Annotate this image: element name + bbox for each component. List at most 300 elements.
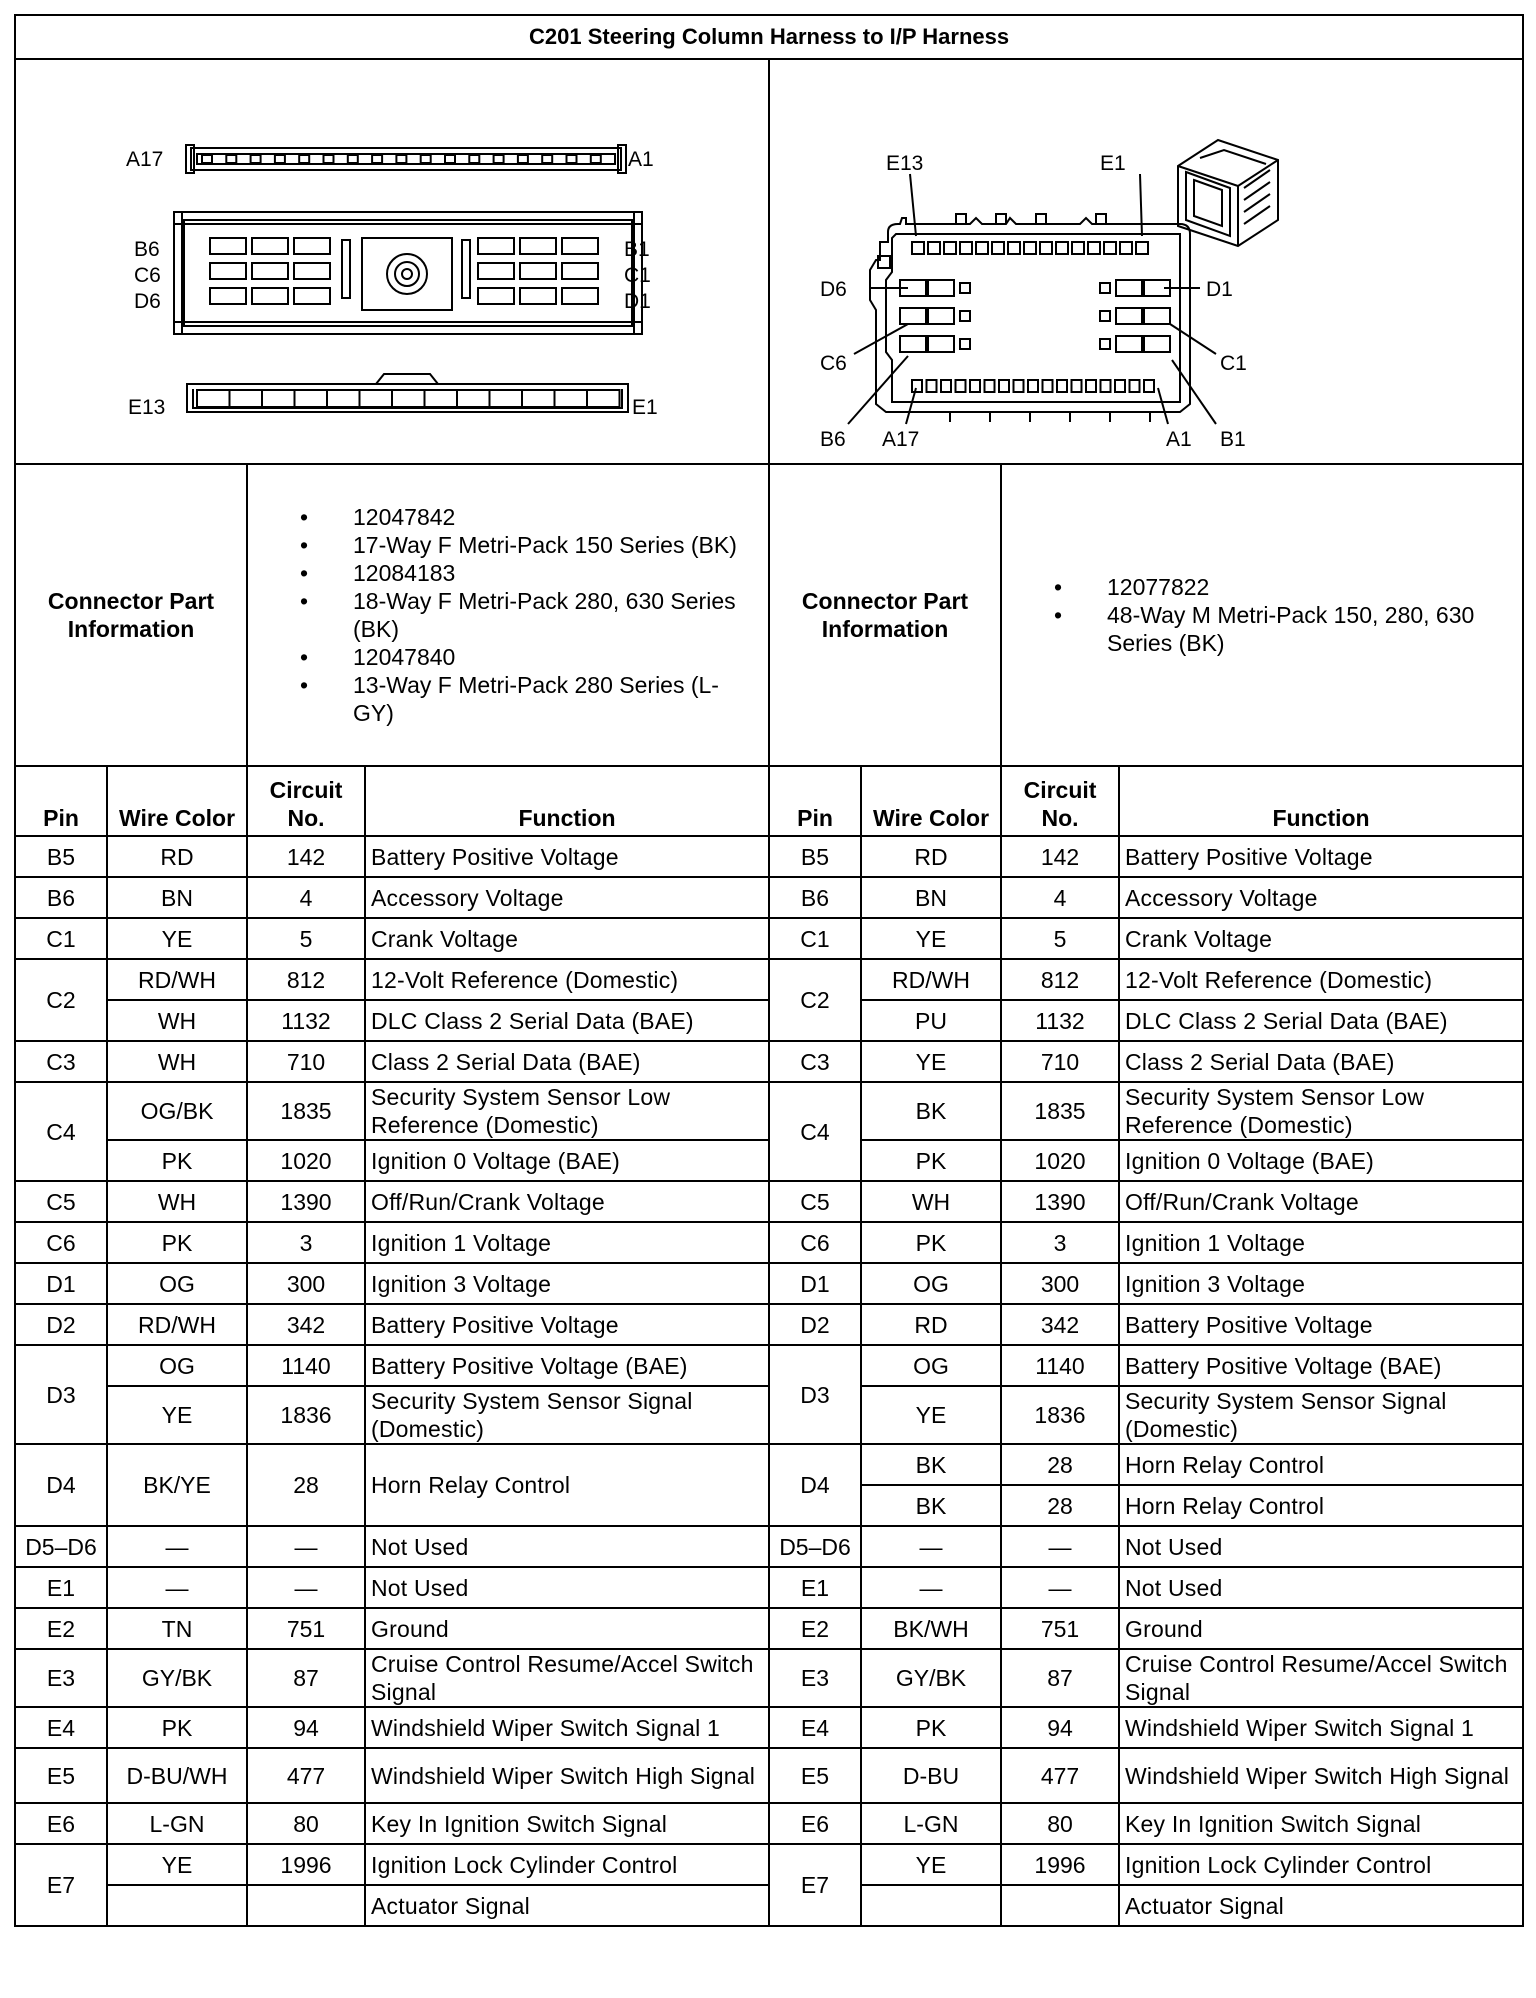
pin-cavity <box>295 390 328 407</box>
function-cell: Windshield Wiper Switch Signal 1 <box>365 1707 769 1748</box>
pin-cavity <box>956 380 966 392</box>
function-cell: Off/Run/Crank Voltage <box>1119 1181 1523 1222</box>
function-cell: Battery Positive Voltage <box>365 836 769 877</box>
circuit-cell: 751 <box>247 1608 365 1649</box>
table-row <box>15 1707 1523 1748</box>
wire-color-cell: PK <box>861 1707 1001 1748</box>
pin-cavity <box>900 308 926 324</box>
circuit-cell: 5 <box>1001 918 1119 959</box>
header-pin: Pin <box>769 766 861 836</box>
function-cell: Horn Relay Control <box>1119 1485 1523 1526</box>
pin-cavity <box>252 238 288 254</box>
circuit-cell: 300 <box>247 1263 365 1304</box>
circuit-cell: 3 <box>247 1222 365 1263</box>
wire-color-cell <box>861 1885 1001 1926</box>
left-info-item: • 18-Way F Metri-Pack 280, 630 Series (BK) <box>248 587 758 643</box>
pin-cavity <box>1115 380 1125 392</box>
wire-color-cell: PK <box>107 1707 247 1748</box>
wire-color-cell: GY/BK <box>107 1649 247 1707</box>
function-cell: Security System Sensor Low Reference (Domestic) <box>365 1082 769 1140</box>
pin-cavity <box>421 155 431 163</box>
pin-cavity <box>197 390 230 407</box>
header-wire-color: Wire Color <box>861 766 1001 836</box>
function-cell: Cruise Control Resume/Accel Switch Signal <box>365 1649 769 1707</box>
table-row <box>15 1526 1523 1567</box>
function-cell: Ignition 0 Voltage (BAE) <box>365 1140 769 1181</box>
circuit-cell: 342 <box>1001 1304 1119 1345</box>
function-cell: Battery Positive Voltage <box>1119 1304 1523 1345</box>
table-row <box>15 1041 1523 1082</box>
wire-color-cell <box>107 1885 247 1926</box>
pin-cavity <box>1088 242 1100 254</box>
pin-cavity <box>927 380 937 392</box>
wire-color-cell: RD <box>107 836 247 877</box>
circuit-cell: 710 <box>1001 1041 1119 1082</box>
function-cell: Ignition 3 Voltage <box>365 1263 769 1304</box>
function-cell: Security System Sensor Signal (Domestic) <box>365 1386 769 1444</box>
pin-cell: E7 <box>769 1844 861 1926</box>
wire-color-cell: PK <box>861 1140 1001 1181</box>
pin-cavity <box>518 155 528 163</box>
circuit-cell: — <box>247 1526 365 1567</box>
pin-cavity <box>348 155 358 163</box>
wire-color-cell: OG/BK <box>107 1082 247 1140</box>
wire-color-cell: RD <box>861 836 1001 877</box>
right-info-item: • 12077822 <box>1002 573 1512 601</box>
right-connector-diagram <box>769 59 1523 464</box>
function-cell: 12-Volt Reference (Domestic) <box>1119 959 1523 1000</box>
pin-cavity <box>562 288 598 304</box>
table-row <box>15 1082 1523 1140</box>
pin-cavity <box>944 242 956 254</box>
pin-cell: C2 <box>15 959 107 1041</box>
page-title: C201 Steering Column Harness to I/P Harness <box>15 15 1523 59</box>
wire-color-cell: D-BU <box>861 1748 1001 1803</box>
circuit-cell: 4 <box>1001 877 1119 918</box>
pin-cavity <box>294 238 330 254</box>
circuit-cell <box>247 1885 365 1926</box>
pin-cavity <box>1028 380 1038 392</box>
pin-cell: D2 <box>769 1304 861 1345</box>
label-b1: B1 <box>624 238 650 261</box>
pin-cell: D1 <box>15 1263 107 1304</box>
pin-cavity <box>562 263 598 279</box>
pin-cell: E5 <box>15 1748 107 1803</box>
circuit-cell: 1836 <box>247 1386 365 1444</box>
wire-color-cell: — <box>861 1567 1001 1608</box>
pin-cavity <box>912 380 922 392</box>
wire-color-cell: BN <box>107 877 247 918</box>
pin-cavity <box>900 336 926 352</box>
function-cell: Not Used <box>365 1526 769 1567</box>
table-header-row <box>15 766 1523 836</box>
connector-table <box>14 14 1524 1927</box>
wire-color-cell: PK <box>107 1222 247 1263</box>
left-info-item: • 12084183 <box>248 559 758 587</box>
label-r-c1: C1 <box>1220 352 1247 375</box>
function-cell: Key In Ignition Switch Signal <box>365 1803 769 1844</box>
function-cell: 12-Volt Reference (Domestic) <box>365 959 769 1000</box>
label-d1: D1 <box>624 290 651 313</box>
circuit-cell: 87 <box>247 1649 365 1707</box>
pin-cavity <box>587 390 620 407</box>
pin-cell: C3 <box>15 1041 107 1082</box>
circuit-cell: — <box>1001 1567 1119 1608</box>
header-circuit: Circuit No. <box>247 766 365 836</box>
wire-color-cell: RD <box>861 1304 1001 1345</box>
wire-color-cell: OG <box>861 1263 1001 1304</box>
function-cell: Ignition 1 Voltage <box>365 1222 769 1263</box>
label-e1: E1 <box>632 396 658 419</box>
function-cell: Windshield Wiper Switch High Signal <box>1119 1748 1523 1803</box>
pin-cell: E2 <box>769 1608 861 1649</box>
wire-color-cell: YE <box>861 1844 1001 1885</box>
pin-cavity <box>562 238 598 254</box>
pin-cell: C4 <box>15 1082 107 1181</box>
circuit-cell: 4 <box>247 877 365 918</box>
pin-cell: E3 <box>769 1649 861 1707</box>
pin-cell: C6 <box>15 1222 107 1263</box>
function-cell: Windshield Wiper Switch High Signal <box>365 1748 769 1803</box>
function-cell: Crank Voltage <box>1119 918 1523 959</box>
function-cell: Horn Relay Control <box>1119 1444 1523 1485</box>
pin-cell: E6 <box>769 1803 861 1844</box>
header-function: Function <box>365 766 769 836</box>
pin-cavity <box>999 380 1009 392</box>
pin-cavity <box>1100 311 1110 321</box>
pin-cell: B5 <box>769 836 861 877</box>
label-c6: C6 <box>134 264 161 287</box>
circuit-cell: 710 <box>247 1041 365 1082</box>
circuit-cell: 94 <box>1001 1707 1119 1748</box>
function-cell: Battery Positive Voltage <box>365 1304 769 1345</box>
pin-cavity <box>1043 380 1053 392</box>
label-d6: D6 <box>134 290 161 313</box>
left-info-item: • 13-Way F Metri-Pack 280 Series (L-GY) <box>248 671 758 727</box>
pin-cavity <box>1024 242 1036 254</box>
pin-cell: D4 <box>769 1444 861 1526</box>
table-row <box>15 877 1523 918</box>
function-cell: Battery Positive Voltage (BAE) <box>1119 1345 1523 1386</box>
function-cell: Ignition Lock Cylinder Control <box>365 1844 769 1885</box>
wire-color-cell: BN <box>861 877 1001 918</box>
pin-cavity <box>960 339 970 349</box>
pin-cavity <box>490 390 523 407</box>
left-connector-info <box>247 464 769 766</box>
function-cell: Security System Sensor Low Reference (Domestic) <box>1119 1082 1523 1140</box>
circuit-cell: 751 <box>1001 1608 1119 1649</box>
pin-cavity <box>1014 380 1024 392</box>
label-r-a17: A17 <box>882 428 920 451</box>
circuit-cell: 80 <box>247 1803 365 1844</box>
pin-cavity <box>1072 242 1084 254</box>
circuit-cell: 87 <box>1001 1649 1119 1707</box>
wire-color-cell: BK/YE <box>107 1444 247 1526</box>
right-connector-info-label: Connector Part Information <box>769 464 1001 766</box>
function-cell: Ignition 0 Voltage (BAE) <box>1119 1140 1523 1181</box>
pin-cavity <box>1144 308 1170 324</box>
wire-color-cell: L-GN <box>107 1803 247 1844</box>
label-e13: E13 <box>128 396 166 419</box>
left-connector-diagram <box>15 59 769 464</box>
function-cell: Ground <box>1119 1608 1523 1649</box>
pin-cavity <box>960 311 970 321</box>
table-row <box>15 959 1523 1000</box>
pin-cell: B6 <box>15 877 107 918</box>
table-row <box>15 1222 1523 1263</box>
circuit-cell: 28 <box>1001 1444 1119 1485</box>
pin-cavity <box>1086 380 1096 392</box>
pin-cavity <box>494 155 504 163</box>
pin-cavity <box>1116 280 1142 296</box>
pin-cavity <box>210 288 246 304</box>
pin-cavity <box>360 390 393 407</box>
pin-cavity <box>262 390 295 407</box>
pin-cavity <box>522 390 555 407</box>
table-row <box>15 1263 1523 1304</box>
circuit-cell: 300 <box>1001 1263 1119 1304</box>
circuit-cell: 1835 <box>1001 1082 1119 1140</box>
pin-cavity <box>457 390 490 407</box>
pin-cell: E1 <box>769 1567 861 1608</box>
label-r-d1: D1 <box>1206 278 1233 301</box>
pin-cell: C1 <box>15 918 107 959</box>
pin-cavity <box>985 380 995 392</box>
left-info-item: • 12047840 <box>248 643 758 671</box>
pin-cell: C3 <box>769 1041 861 1082</box>
pin-cell: D2 <box>15 1304 107 1345</box>
table-row <box>15 836 1523 877</box>
wire-color-cell: — <box>107 1567 247 1608</box>
circuit-cell: 477 <box>247 1748 365 1803</box>
pin-cavity <box>210 263 246 279</box>
pin-cavity <box>928 242 940 254</box>
wire-color-cell: YE <box>107 1386 247 1444</box>
pin-cell: D5–D6 <box>769 1526 861 1567</box>
pin-cavity <box>372 155 382 163</box>
pin-cavity <box>1101 380 1111 392</box>
pin-cavity <box>1056 242 1068 254</box>
table-row <box>15 918 1523 959</box>
pin-cavity <box>445 155 455 163</box>
circuit-cell: 1140 <box>247 1345 365 1386</box>
table-row <box>15 1567 1523 1608</box>
circuit-cell: 1140 <box>1001 1345 1119 1386</box>
function-cell: Cruise Control Resume/Accel Switch Signal <box>1119 1649 1523 1707</box>
wire-color-cell: OG <box>107 1263 247 1304</box>
pin-cavity <box>251 155 261 163</box>
circuit-cell: 1020 <box>1001 1140 1119 1181</box>
label-b6: B6 <box>134 238 160 261</box>
pin-cavity <box>324 155 334 163</box>
table-row <box>15 1844 1523 1885</box>
left-connector-drawing <box>16 60 766 461</box>
table-row <box>15 1608 1523 1649</box>
label-r-e13: E13 <box>886 152 924 175</box>
pin-cavity <box>1072 380 1082 392</box>
pin-cavity <box>960 283 970 293</box>
pin-cavity <box>992 242 1004 254</box>
pin-cavity <box>252 288 288 304</box>
pin-cavity <box>912 242 924 254</box>
table-row <box>15 1649 1523 1707</box>
pin-cell: B5 <box>15 836 107 877</box>
pin-cavity <box>1104 242 1116 254</box>
pin-cell: D3 <box>15 1345 107 1444</box>
circuit-cell: 812 <box>247 959 365 1000</box>
pin-cavity <box>299 155 309 163</box>
wire-color-cell: L-GN <box>861 1803 1001 1844</box>
header-function: Function <box>1119 766 1523 836</box>
function-cell: Actuator Signal <box>365 1885 769 1926</box>
pin-cavity <box>425 390 458 407</box>
wire-color-cell: RD/WH <box>861 959 1001 1000</box>
header-pin: Pin <box>15 766 107 836</box>
function-cell: Ignition 3 Voltage <box>1119 1263 1523 1304</box>
circuit-cell: — <box>247 1567 365 1608</box>
pin-cavity <box>928 336 954 352</box>
wire-color-cell: WH <box>861 1181 1001 1222</box>
circuit-cell: 94 <box>247 1707 365 1748</box>
label-a1: A1 <box>628 148 654 171</box>
circuit-cell: 1996 <box>247 1844 365 1885</box>
function-cell: Class 2 Serial Data (BAE) <box>1119 1041 1523 1082</box>
circuit-cell: 1390 <box>247 1181 365 1222</box>
circuit-cell: 1132 <box>1001 1000 1119 1041</box>
wire-color-cell: BK <box>861 1485 1001 1526</box>
circuit-cell: 3 <box>1001 1222 1119 1263</box>
pin-cell: D5–D6 <box>15 1526 107 1567</box>
pin-cavity <box>294 263 330 279</box>
wire-color-cell: RD/WH <box>107 1304 247 1345</box>
label-c1: C1 <box>624 264 651 287</box>
pin-cavity <box>327 390 360 407</box>
pin-cavity <box>202 155 212 163</box>
wire-color-cell: YE <box>107 918 247 959</box>
pin-cavity <box>1008 242 1020 254</box>
wire-color-cell: OG <box>861 1345 1001 1386</box>
pin-cavity <box>976 242 988 254</box>
pin-cavity <box>478 238 514 254</box>
table-row <box>15 1748 1523 1803</box>
circuit-cell <box>1001 1885 1119 1926</box>
pin-cavity <box>392 390 425 407</box>
function-cell: Battery Positive Voltage (BAE) <box>365 1345 769 1386</box>
pin-cavity <box>520 263 556 279</box>
header-wire-color: Wire Color <box>107 766 247 836</box>
wire-color-cell: OG <box>107 1345 247 1386</box>
label-r-d6: D6 <box>820 278 847 301</box>
pin-cavity <box>478 263 514 279</box>
pin-cavity <box>542 155 552 163</box>
pin-cavity <box>1100 339 1110 349</box>
pin-cavity <box>928 280 954 296</box>
function-cell: Actuator Signal <box>1119 1885 1523 1926</box>
circuit-cell: 1836 <box>1001 1386 1119 1444</box>
pin-cell: B6 <box>769 877 861 918</box>
table-row <box>15 1304 1523 1345</box>
pin-cavity <box>396 155 406 163</box>
circuit-cell: 1390 <box>1001 1181 1119 1222</box>
left-info-item: • 12047842 <box>248 503 758 531</box>
wire-color-cell: WH <box>107 1000 247 1041</box>
pin-cell: E6 <box>15 1803 107 1844</box>
pin-cavity <box>1144 336 1170 352</box>
function-cell: Ignition 1 Voltage <box>1119 1222 1523 1263</box>
pin-cell: C5 <box>769 1181 861 1222</box>
pin-cell: D4 <box>15 1444 107 1526</box>
label-r-c6: C6 <box>820 352 847 375</box>
wire-color-cell: BK/WH <box>861 1608 1001 1649</box>
wire-color-cell: YE <box>861 1041 1001 1082</box>
wire-color-cell: — <box>861 1526 1001 1567</box>
pin-cavity <box>1040 242 1052 254</box>
pin-cavity <box>1136 242 1148 254</box>
wire-color-cell: BK <box>861 1444 1001 1485</box>
function-cell: Accessory Voltage <box>1119 877 1523 918</box>
pin-cavity <box>555 390 588 407</box>
pin-cell: E7 <box>15 1844 107 1926</box>
pin-cavity <box>230 390 263 407</box>
pin-cavity <box>1144 380 1154 392</box>
circuit-cell: 477 <box>1001 1748 1119 1803</box>
pin-cell: E1 <box>15 1567 107 1608</box>
pin-cavity <box>210 238 246 254</box>
pin-cavity <box>1120 242 1132 254</box>
pin-cell: C5 <box>15 1181 107 1222</box>
pin-cavity <box>1057 380 1067 392</box>
circuit-cell: 342 <box>247 1304 365 1345</box>
pin-cavity <box>1116 308 1142 324</box>
label-r-b6: B6 <box>820 428 846 451</box>
pin-cell: D3 <box>769 1345 861 1444</box>
wire-color-cell: PK <box>861 1222 1001 1263</box>
pin-cell: C6 <box>769 1222 861 1263</box>
function-cell: Windshield Wiper Switch Signal 1 <box>1119 1707 1523 1748</box>
pin-cavity <box>1116 336 1142 352</box>
wire-color-cell: D-BU/WH <box>107 1748 247 1803</box>
pin-cavity <box>1100 283 1110 293</box>
right-info-item: • 48-Way M Metri-Pack 150, 280, 630 Series (BK) <box>1002 601 1512 657</box>
circuit-cell: 1132 <box>247 1000 365 1041</box>
wire-color-cell: GY/BK <box>861 1649 1001 1707</box>
pin-cell: D1 <box>769 1263 861 1304</box>
pin-cavity <box>1130 380 1140 392</box>
circuit-cell: 1835 <box>247 1082 365 1140</box>
wire-color-cell: YE <box>861 918 1001 959</box>
circuit-cell: — <box>1001 1526 1119 1567</box>
circuit-cell: 80 <box>1001 1803 1119 1844</box>
pin-cavity <box>520 238 556 254</box>
pin-cavity <box>928 308 954 324</box>
label-r-e1: E1 <box>1100 152 1126 175</box>
left-connector-info-label: Connector Part Information <box>15 464 247 766</box>
connector-document <box>14 14 1522 1982</box>
pin-cell: E5 <box>769 1748 861 1803</box>
function-cell: Not Used <box>365 1567 769 1608</box>
pin-cavity <box>252 263 288 279</box>
function-cell: Accessory Voltage <box>365 877 769 918</box>
wire-color-cell: BK <box>861 1082 1001 1140</box>
function-cell: DLC Class 2 Serial Data (BAE) <box>1119 1000 1523 1041</box>
pin-cavity <box>226 155 236 163</box>
label-r-b1: B1 <box>1220 428 1246 451</box>
function-cell: Battery Positive Voltage <box>1119 836 1523 877</box>
pin-cavity <box>941 380 951 392</box>
table-row <box>15 1345 1523 1386</box>
pin-cell: C4 <box>769 1082 861 1181</box>
table-row <box>15 1181 1523 1222</box>
